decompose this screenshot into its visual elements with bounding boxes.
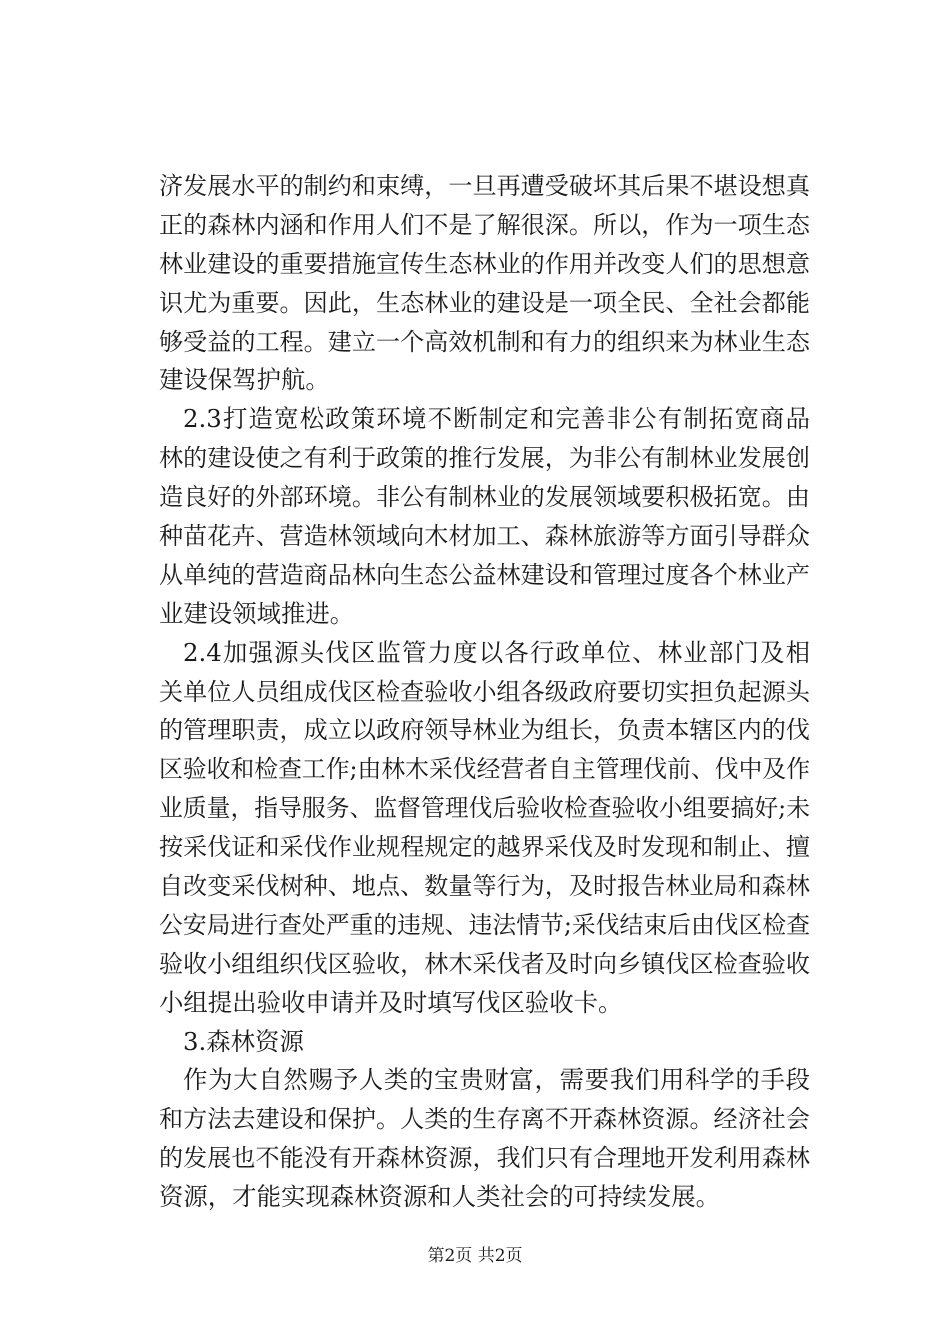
text-line: 小组提出验收申请并及时填写伐区验收卡。: [159, 987, 623, 1017]
text-line: 济发展水平的制约和束缚，一旦再遭受破坏其后果不堪设想真: [159, 172, 810, 200]
text-line: 正的森林内涵和作用人们不是了解很深。所以，作为一项生态: [159, 210, 810, 239]
text-line: 林的建设使之有利于政策的推行发展，为非公有制林业发展创: [159, 444, 810, 473]
text-line: 业建设领域推进。: [159, 598, 355, 628]
text-line: 3.森林资源: [183, 1026, 304, 1056]
text-line: 识尤为重要。因此，生态林业的建设是一项全民、全社会都能: [159, 288, 810, 317]
text-line: 2.3打造宽松政策环境不断制定和完善非公有制拓宽商品: [183, 404, 810, 434]
text-line: 种苗花卉、营造林领域向木材加工、森林旅游等方面引导群众: [159, 522, 810, 551]
text-line: 按采伐证和采伐作业规程规定的越界采伐及时发现和制止、擅: [159, 833, 810, 862]
text-line: 关单位人员组成伐区检查验收小组各级政府要切实担负起源头: [159, 677, 810, 706]
text-line: 区验收和检查工作;由林木采伐经营者自主管理伐前、伐中及作: [159, 755, 810, 784]
text-line: 验收小组组织伐区验收，林木采伐者及时向乡镇伐区检查验收: [159, 949, 810, 978]
text-line: 自改变采伐树种、地点、数量等行为，及时报告林业局和森林: [159, 872, 810, 901]
text-line: 业质量，指导服务、监督管理伐后验收检查验收小组要搞好;未: [159, 794, 810, 823]
text-line: 作为大自然赐予人类的宝贵财富，需要我们用科学的手段: [183, 1065, 810, 1095]
text-line: 2.4加强源头伐区监管力度以各行政单位、林业部门及相: [183, 637, 810, 667]
text-line: 造良好的外部环境。非公有制林业的发展领域要积极拓宽。由: [159, 483, 810, 512]
text-line: 林业建设的重要措施宣传生态林业的作用并改变人们的思想意: [159, 249, 810, 278]
text-line: 公安局进行查处严重的违规、违法情节;采伐结束后由伐区检查: [159, 910, 810, 939]
text-line: 的发展也不能没有开森林资源，我们只有合理地开发利用森林: [159, 1144, 810, 1173]
document-body: [159, 171, 810, 1221]
text-line: 够受益的工程。建立一个高效机制和有力的组织来为林业生态: [159, 327, 810, 356]
text-line: 的管理职责，成立以政府领导林业为组长，负责本辖区内的伐: [159, 716, 810, 745]
text-line: 和方法去建设和保护。人类的生存离不开森林资源。经济社会: [159, 1105, 810, 1134]
text-line: 从单纯的营造商品林向生态公益林建设和管理过度各个林业产: [159, 560, 810, 589]
page-footer: 第2页 共2页: [427, 1246, 523, 1266]
text-line: 资源，才能实现森林资源和人类社会的可持续发展。: [159, 1182, 720, 1212]
text-line: 建设保驾护航。: [159, 365, 330, 395]
